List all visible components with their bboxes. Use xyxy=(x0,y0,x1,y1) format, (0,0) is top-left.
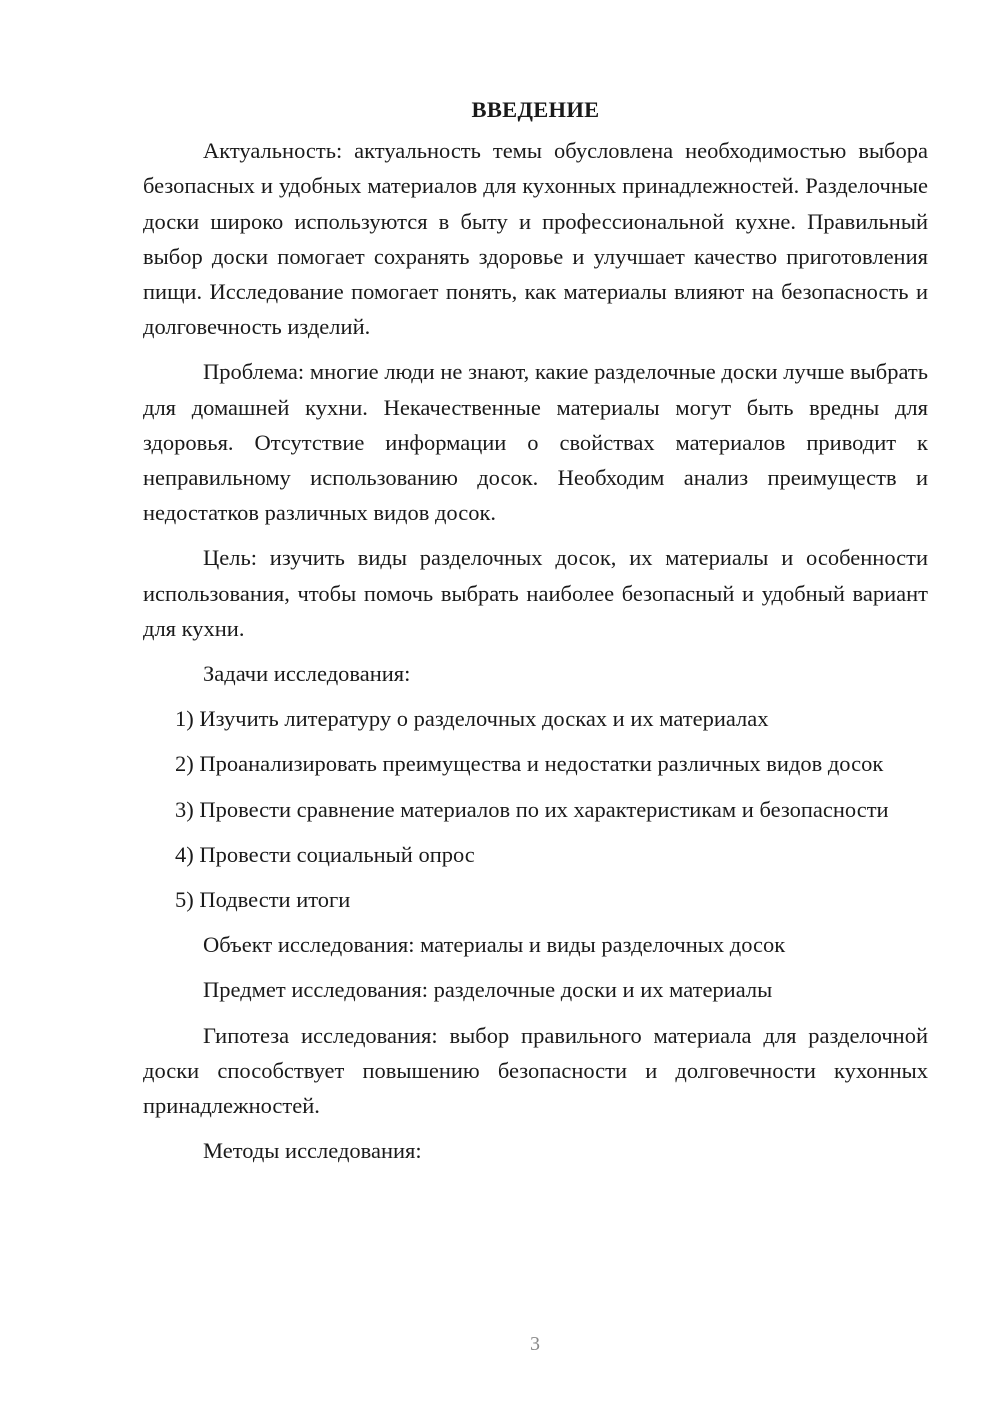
tasks-heading: Задачи исследования: xyxy=(203,661,411,687)
paragraph-goal: Цель: изучить виды разделочных досок, их материалы и особенности использования, чтобы помочь выбрать наиболее безопасный и удобный вариант для кухни. xyxy=(143,545,928,641)
page-number: 3 xyxy=(530,1333,540,1355)
task-item-2: 2) Проанализировать преимущества и недостатки различных видов досок xyxy=(175,751,884,777)
paragraph-subject: Предмет исследования: разделочные доски и их материалы xyxy=(203,977,773,1003)
paragraph-methods: Методы исследования: xyxy=(203,1138,422,1164)
task-item-1: 1) Изучить литературу о разделочных досках и их материалах xyxy=(175,706,769,732)
paragraph-hypothesis: Гипотеза исследования: выбор правильного материала для разделочной доски способствует повышению безопасности и долговечности кухонных принадлежностей. xyxy=(143,1022,928,1119)
paragraph-object: Объект исследования: материалы и виды разделочных досок xyxy=(203,932,786,958)
document-page xyxy=(143,92,928,1178)
task-item-5: 5) Подвести итоги xyxy=(175,887,351,913)
document-title: ВВЕДЕНИЕ xyxy=(471,97,600,122)
task-item-3: 3) Провести сравнение материалов по их характеристикам и безопасности xyxy=(175,796,889,822)
paragraph-problem: Проблема: многие люди не знают, какие разделочные доски лучше выбрать для домашней кухни. Некачественные материалы могут быть вредны для здоровья. Отсутствие информации о свойствах материалов приводит к неправильному использованию досок. Необходим анализ преимуществ и недостатков различных видов досок. xyxy=(143,359,928,526)
paragraph-relevance: Актуальность: актуальность темы обусловлена необходимостью выбора безопасных и удобных материалов для кухонных принадлежностей. Разделочные доски широко используются в быту и профессиональной кухне. Правильный выбор доски помогает сохранять здоровье и улучшает качество приготовления пищи. Исследование помогает понять, как материалы влияют на безопасность и долговечность изделий. xyxy=(143,138,928,340)
task-item-4: 4) Провести социальный опрос xyxy=(175,841,475,867)
